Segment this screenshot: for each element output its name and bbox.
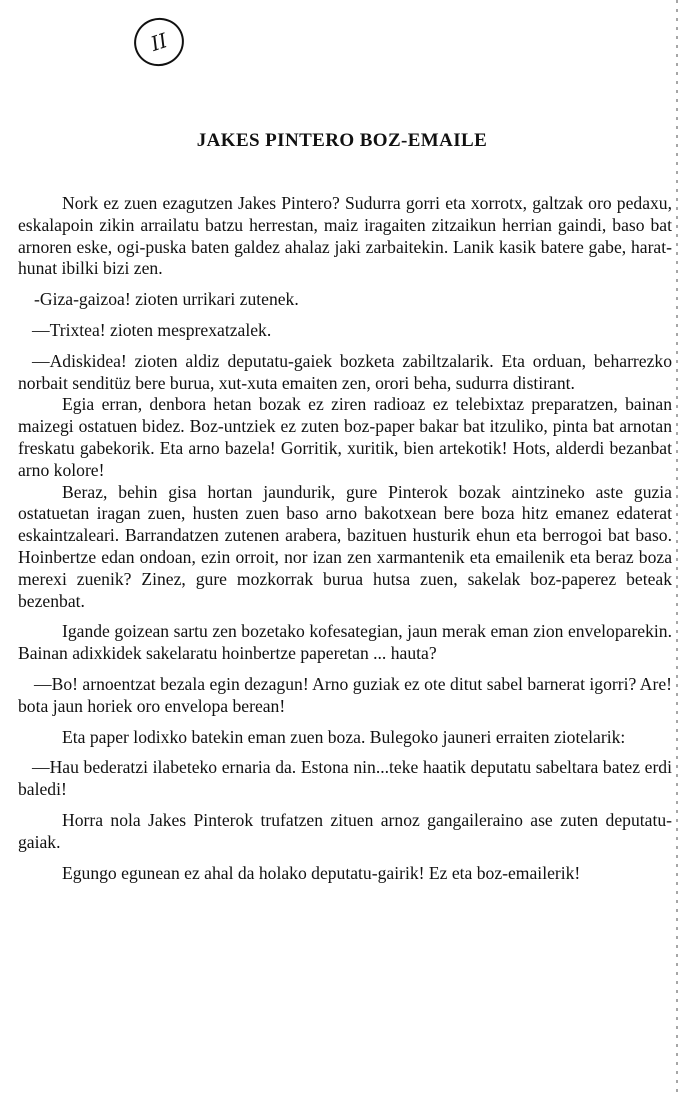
paragraph: Egungo egunean ez ahal da holako deputatu-gairik! Ez eta boz-emailerik! — [62, 862, 581, 883]
paragraph: Horra nola Jakes Pinterok trufatzen zituen arnoz gangaileraino ase zuten deputatu-gaiak. — [18, 809, 672, 852]
paragraph: Egia erran, denbora hetan bozak ez ziren radioaz ez telebixtaz preparatzen, bainan maizegi ostatuen bidez. Boz-untziek ez zuten boz-paper bakar bat itzuliko, pinta bat arnotan freskatu gabekorik. Eta arno bazela! Gorritik, xuritik, bien artekotik! Hots, alderdi bezanbat arno kolore! — [18, 394, 672, 480]
paragraph: Eta paper lodixko batekin eman zuen boza. Bulegoko jauneri erraiten ziotelarik: — [62, 726, 626, 747]
paragraph: —Hau bederatzi ilabeteko ernaria da. Estona nin...teke haatik deputatu sabeltara batez erdi baledi! — [18, 757, 672, 800]
paragraph: -Giza-gaizoa! zioten urrikari zutenek. — [34, 289, 299, 310]
paragraph: —Bo! arnoentzat bezala egin dezagun! Arno guziak ez ote ditut sabel barnerat igorri? Are! bota jaun horiek oro envelopa berean! — [18, 673, 672, 716]
paragraph: —Trixtea! zioten mesprexatzalek. — [32, 319, 272, 340]
document-body — [18, 193, 672, 884]
page-number-stamp — [128, 11, 190, 72]
paragraph: Nork ez zuen ezagutzen Jakes Pintero? Sudurra gorri eta xorrotx, galtzak oro pedaxu, eskalapoin zikin arrailatu batzu herrestan, maiz iragaiten zitzaikun herrian gaindi, baso bat arnoren eske, ogi-puska baten galdez ahalaz jaki zarbaitekin. Lanik kasik batere gabe, harat-hunat ibilki bizi zen. — [18, 193, 672, 279]
paragraph: Igande goizean sartu zen bozetako kofesategian, jaun merak eman zion enveloparekin. Bainan adixkidek sakelaratu hoinbertze paperetan ... hauta? — [18, 621, 672, 664]
paragraph: Beraz, behin gisa hortan jaundurik, gure Pinterok bozak aintzineko aste guzia ostatuetan iragan zuen, husten zuen baso arno bakotxean bere boza hitz emanez edaterat eskaintzaleari. Barrandatzen zutenen arabera, bazituen husturik ehun eta berrogoi bat baso. Hoinbertze edan ondoan, ezin orroit, nor izan zen xarmantenik eta emailenik eta beraz boza merexi zuenik? Zinez, gure mozkorrak burua hutsa zuen, sakelak boz-paperez beteak bezenbat. — [18, 481, 672, 611]
document-title: JAKES PINTERO BOZ-EMAILE — [196, 130, 488, 151]
scan-edge-mark — [676, 0, 678, 1095]
paragraph: —Adiskidea! zioten aldiz deputatu-gaiek bozketa zabiltzalarik. Eta orduan, beharrezko norbait senditüz bere burua, xut-xuta emaiten zen, orori beha, sudurra distirant. — [18, 350, 672, 393]
stamp-text: II — [147, 28, 171, 56]
